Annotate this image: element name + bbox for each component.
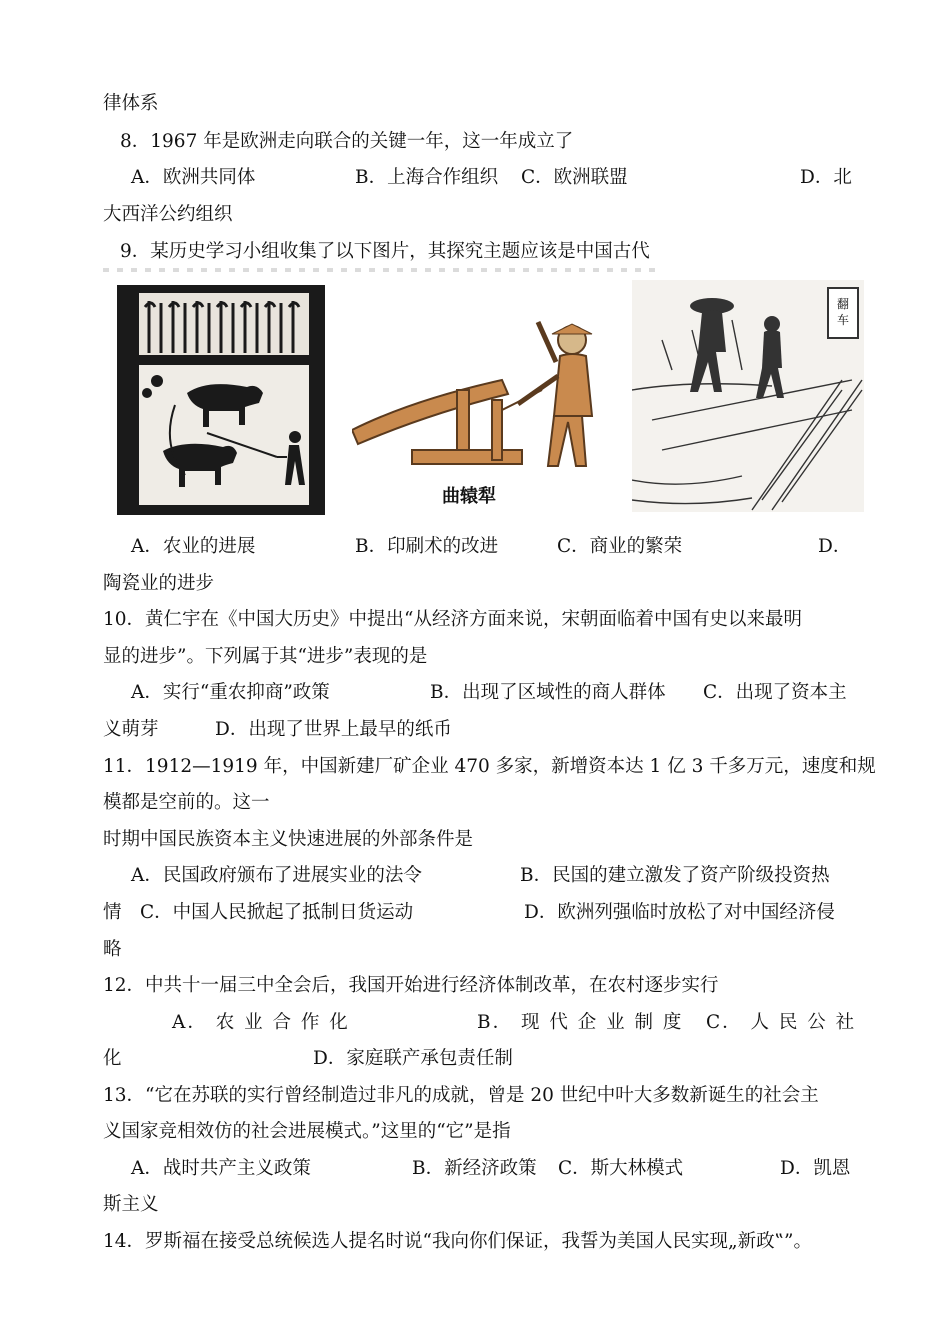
option-12d: D．家庭联产承包责任制 — [313, 1048, 513, 1069]
plough-caption: 曲辕犁 — [442, 486, 496, 506]
option-8d-cont: 大西洋公约组织 — [103, 204, 233, 225]
option-11d-cont: 略 — [103, 939, 122, 960]
option-9b: B．印刷术的改进 — [355, 536, 499, 557]
option-12c-cont: 化 — [103, 1048, 122, 1069]
water-wheel-image — [632, 280, 864, 512]
question-10-line2: 显的进步”。下列属于其“进步”表现的是 — [103, 646, 428, 667]
curved-plough-image — [352, 300, 612, 515]
option-11c: C．中国人民掀起了抵制日货运动 — [140, 902, 414, 923]
question-11-line1: 11．1912—1919 年，中国新建厂矿企业 470 多家，新增资本达 1 亿 3 千多万元，速度和规 — [103, 756, 876, 777]
text-line: 律体系 — [103, 93, 159, 114]
option-8d: D．北 — [800, 167, 852, 188]
option-11b: B．民国的建立激发了资产阶级投资热 — [520, 865, 830, 886]
option-10c: C．出现了资本主 — [703, 682, 847, 703]
option-13d: D．凯恩 — [780, 1158, 851, 1179]
option-8b: B．上海合作组织 — [355, 167, 499, 188]
option-10a: A．实行“重农抑商”政策 — [131, 682, 330, 703]
cropped-text-remnant — [103, 268, 663, 272]
option-10d: D．出现了世界上最早的纸币 — [215, 719, 452, 740]
question-9: 9．某历史学习小组收集了以下图片，其探究主题应该是中国古代 — [120, 241, 650, 262]
option-11a: A．民国政府颁布了进展实业的法令 — [131, 865, 422, 886]
option-9d-cont: 陶瓷业的进步 — [103, 573, 215, 594]
option-13b: B．新经济政策 — [412, 1158, 537, 1179]
option-12a: A． 农 业 合 作 化 — [172, 1012, 350, 1033]
question-11-line2: 模都是空前的。这一 — [103, 792, 270, 813]
option-12c: C． 人 民 公 社 — [706, 1012, 857, 1033]
option-13d-cont: 斯主义 — [103, 1194, 159, 1215]
ox-plough-rubbing-image — [117, 285, 325, 515]
option-8a: A．欧洲共同体 — [131, 167, 256, 188]
option-11b-cont: 情 — [103, 902, 122, 923]
option-13c: C．斯大林模式 — [558, 1158, 684, 1179]
question-13-line1: 13．“它在苏联的实行曾经制造过非凡的成就，曾是 20 世纪中叶大多数新诞生的社会主 — [103, 1085, 819, 1106]
question-13-line2: 义国家竞相效仿的社会进展模式。”这里的“它”是指 — [103, 1121, 511, 1142]
option-9c: C．商业的繁荣 — [557, 536, 683, 557]
option-12b: B． 现 代 企 业 制 度 — [477, 1012, 684, 1033]
option-9d: D． — [818, 536, 852, 557]
question-8: 8．1967 年是欧洲走向联合的关键一年，这一年成立了 — [120, 131, 574, 152]
option-10b: B．出现了区域性的商人群体 — [430, 682, 666, 703]
question-11-line3: 时期中国民族资本主义快速进展的外部条件是 — [103, 829, 474, 850]
option-13a: A．战时共产主义政策 — [131, 1158, 311, 1179]
question-10-line1: 10．黄仁宇在《中国大历史》中提出“从经济方面来说，宋朝面临着中国有史以来最明 — [103, 609, 803, 630]
option-9a: A．农业的进展 — [131, 536, 256, 557]
water-wheel-label: 翻车 — [837, 297, 850, 327]
option-8c: C．欧洲联盟 — [521, 167, 628, 188]
question-14: 14．罗斯福在接受总统候选人提名时说“我向你们保证，我誓为美国人民实现„新政‟”。 — [103, 1231, 813, 1252]
question-12: 12．中共十一届三中全会后，我国开始进行经济体制改革，在农村逐步实行 — [103, 975, 719, 996]
option-11d: D．欧洲列强临时放松了对中国经济侵 — [524, 902, 835, 923]
option-10c-cont: 义萌芽 — [103, 719, 159, 740]
